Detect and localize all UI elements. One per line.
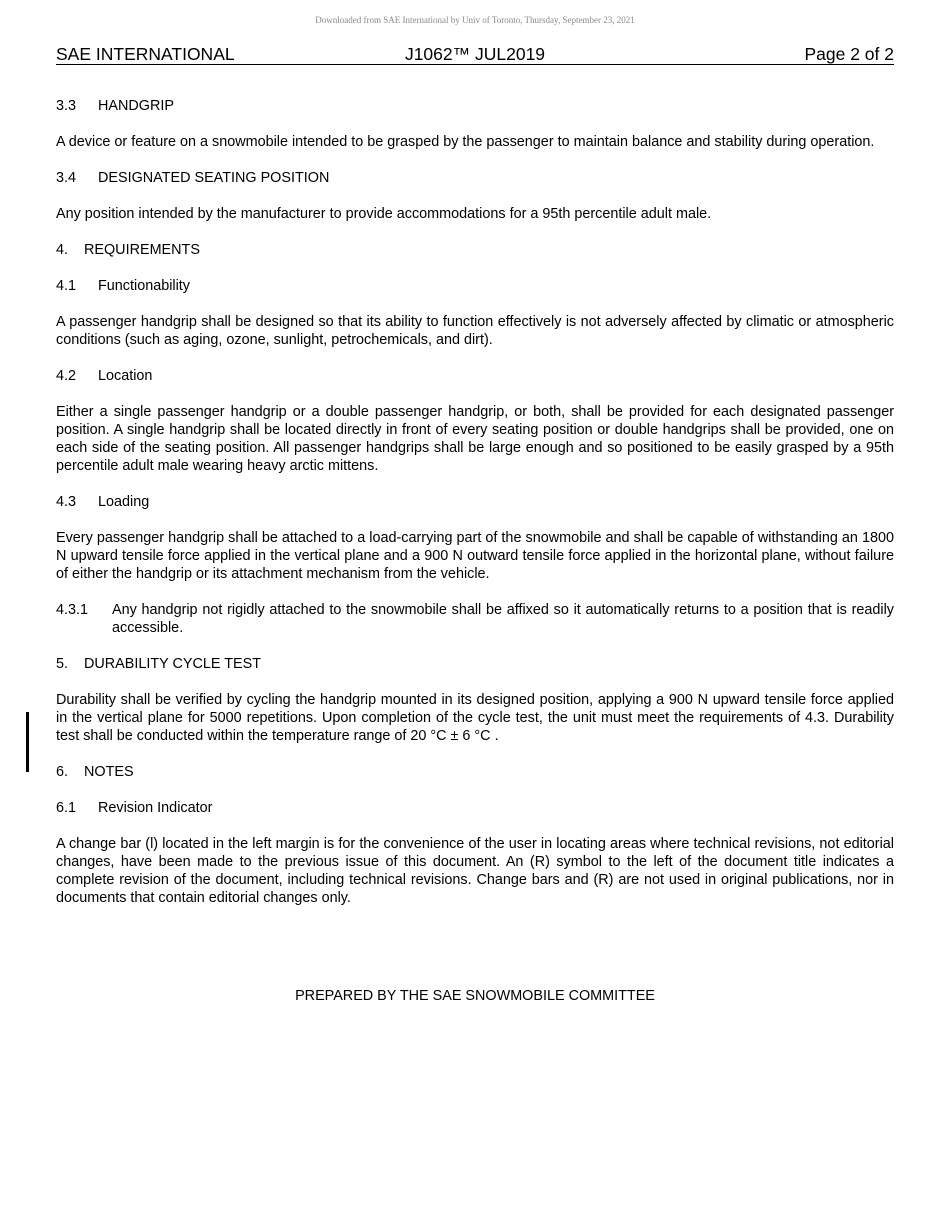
section-title: NOTES (84, 764, 134, 780)
section-heading-6 (56, 763, 894, 781)
section-paragraph-4-3: Every passenger handgrip shall be attached to a load-carrying part of the snowmobile and shall be capable of withstanding an 1800 N upward tensile force applied in the vertical plane and a 900 N outward tensile force applied in the horizontal plane, without failure of either the handgrip or its attachment mechanism from the vehicle. (56, 530, 894, 582)
section-title: Revision Indicator (98, 800, 213, 816)
section-heading-6-1 (56, 799, 894, 817)
prepared-by-line: PREPARED BY THE SAE SNOWMOBILE COMMITTEE (295, 988, 655, 1004)
section-paragraph-4-1: A passenger handgrip shall be designed so that its ability to function effectively is not adversely affected by climatic or atmospheric conditions (such as aging, ozone, sunlight, petrochemicals, and dirt). (56, 314, 894, 348)
section-number: 3.3 (56, 98, 77, 114)
section-number: 4.3.1 (56, 602, 89, 618)
section-paragraph-6-1: A change bar (l) located in the left margin is for the convenience of the user in locating areas where technical revisions, not editorial changes, have been made to the previous issue of this document. An (R) symbol to the left of the document title indicates a complete revision of the document, including technical revisions. Change bars and (R) are not used in original publications, nor in documents that contain editorial changes only. (56, 836, 894, 906)
section-heading-3-3 (56, 97, 894, 115)
page-header (56, 44, 894, 65)
section-number: 4.1 (56, 278, 77, 294)
section-number: 4.3 (56, 494, 77, 510)
download-watermark: Downloaded from SAE International by Univ of Toronto, Thursday, September 23, 2021 (315, 15, 635, 25)
section-heading-4-3 (56, 493, 894, 511)
change-bar (26, 712, 29, 772)
section-number: 4.2 (56, 368, 77, 384)
section-title: DURABILITY CYCLE TEST (84, 656, 262, 672)
section-number: 3.4 (56, 170, 77, 186)
section-title: DESIGNATED SEATING POSITION (98, 170, 330, 186)
section-paragraph-3-3: A device or feature on a snowmobile intended to be grasped by the passenger to maintain balance and stability during operation. (56, 134, 875, 150)
section-title: HANDGRIP (98, 98, 174, 114)
document-body (56, 97, 894, 925)
section-paragraph-4-2: Either a single passenger handgrip or a double passenger handgrip, or both, shall be provided for each designated passenger position. A single handgrip shall be located directly in front of every seating position or double handgrips shall be provided, one on each side of the seating position. All passenger handgrips shall be large enough and so positioned to be easily grasped by a 95th percentile adult male wearing heavy arctic mittens. (56, 404, 894, 474)
section-paragraph-5: Durability shall be verified by cycling the handgrip mounted in its designed position, applying a 900 N upward tensile force applied in the vertical plane for 5000 repetitions. Upon completion of the cycle test, the unit must meet the requirements of 4.3. Durability test shall be conducted within the temperature range of 20 °C ± 6 °C . (56, 692, 894, 744)
section-number: 6.1 (56, 800, 77, 816)
section-heading-5 (56, 655, 894, 673)
section-title: REQUIREMENTS (84, 242, 200, 258)
section-heading-3-4 (56, 169, 894, 187)
header-page-number: Page 2 of 2 (804, 44, 894, 64)
section-title: Functionability (98, 278, 190, 294)
section-heading-4-2 (56, 367, 894, 385)
header-organization: SAE INTERNATIONAL (56, 44, 235, 64)
section-number: 6. (56, 764, 69, 780)
section-number: 5. (56, 656, 69, 672)
header-document-id: J1062™ JUL2019 (404, 44, 546, 64)
section-title: Loading (98, 494, 150, 510)
section-heading-4-1 (56, 277, 894, 295)
section-title: Location (98, 368, 153, 384)
section-heading-4 (56, 241, 894, 259)
section-number: 4. (56, 242, 69, 258)
section-text: Any handgrip not rigidly attached to the snowmobile shall be affixed so it automatically returns to a position that is readily accessible. (112, 602, 894, 636)
section-paragraph-3-4: Any position intended by the manufacturer to provide accommodations for a 95th percentile adult male. (56, 206, 712, 222)
section-paragraph-4-3-1 (56, 601, 894, 637)
